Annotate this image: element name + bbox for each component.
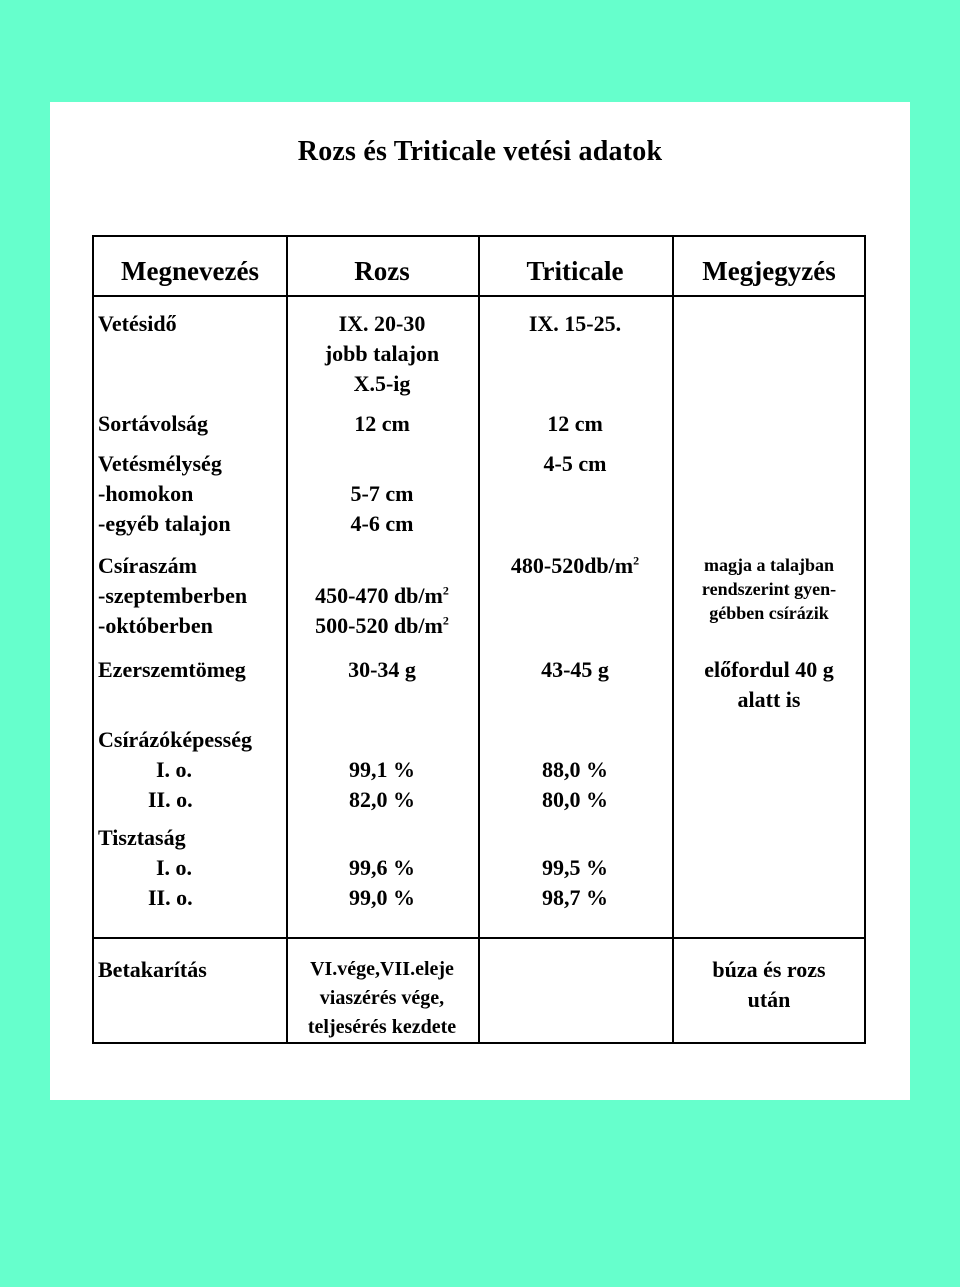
- label-ezerszemtomeg: Ezerszemtömeg: [98, 657, 246, 682]
- rozs-szeptemberben: [286, 581, 478, 611]
- note-csiraszam-1: magja a talajban: [704, 555, 834, 575]
- triticale-csirazo-iio: 80,0 %: [542, 787, 608, 812]
- note-csiraszam-3: gébben csírázik: [709, 603, 829, 623]
- label-tisztasag: Tisztaság: [98, 825, 186, 850]
- unit-exponent: 2: [442, 583, 449, 598]
- rozs-sortavolsag: 12 cm: [354, 411, 410, 436]
- rozs-vetesido-2: jobb talajon: [324, 341, 440, 366]
- label-tisztasag-io: I. o.: [156, 855, 193, 880]
- document-page: [50, 102, 910, 1100]
- note-ezerszem-1: előfordul 40 g: [704, 657, 834, 682]
- triticale-tisztasag-iio: 98,7 %: [542, 885, 608, 910]
- rozs-csirazo-io: 99,1 %: [349, 757, 415, 782]
- triticale-tisztasag-io: 99,5 %: [542, 855, 608, 880]
- rozs-oktoberben-value: 500-520 db/m: [315, 613, 443, 638]
- triticale-csiraszam: [478, 551, 672, 581]
- label-csirazo-iio: II. o.: [148, 787, 193, 812]
- unit-exponent: 2: [442, 613, 449, 628]
- triticale-vetesmelyseg: 4-5 cm: [543, 451, 607, 476]
- note-ezerszem-2: alatt is: [737, 687, 801, 712]
- triticale-vetesido: IX. 15-25.: [528, 311, 622, 336]
- column-divider: [672, 237, 674, 1042]
- triticale-csirazo-io: 88,0 %: [542, 757, 608, 782]
- label-oktoberben: -októberben: [98, 613, 213, 638]
- data-table: [92, 235, 866, 1044]
- column-divider: [478, 237, 480, 1042]
- rozs-csirazo-iio: 82,0 %: [349, 787, 415, 812]
- rozs-tisztasag-iio: 99,0 %: [349, 885, 415, 910]
- header-triticale: Triticale: [526, 256, 624, 286]
- rozs-homokon: 5-7 cm: [350, 481, 414, 506]
- label-egyeb-talajon: -egyéb talajon: [98, 511, 231, 536]
- label-homokon: -homokon: [98, 481, 194, 506]
- rozs-vetesido-3: X.5-ig: [353, 371, 411, 396]
- note-csiraszam-2: rendszerint gyen-: [701, 579, 837, 599]
- label-vetesmelyseg: Vetésmélység: [98, 451, 222, 476]
- label-csirazo-io: I. o.: [156, 757, 193, 782]
- rozs-ezerszemtomeg: 30-34 g: [348, 657, 416, 682]
- label-sortavolsag: Sortávolság: [98, 411, 208, 436]
- triticale-csiraszam-value: 480-520db/m: [510, 553, 634, 578]
- triticale-sortavolsag: 12 cm: [547, 411, 603, 436]
- rozs-vetesido-1: IX. 20-30: [338, 311, 426, 336]
- rozs-betakaritas-1: VI.vége,VII.eleje: [310, 958, 454, 980]
- row-divider: [94, 937, 864, 939]
- header-megjegyzes: Megjegyzés: [702, 256, 836, 286]
- page-title: Rozs és Triticale vetési adatok: [297, 136, 663, 167]
- header-divider: [94, 295, 864, 297]
- rozs-tisztasag-io: 99,6 %: [349, 855, 415, 880]
- label-csirazokepesseg: Csírázóképesség: [98, 727, 252, 752]
- unit-exponent: 2: [633, 553, 640, 568]
- label-vetesido: Vetésidő: [98, 311, 177, 336]
- label-betakaritas: Betakarítás: [98, 957, 207, 982]
- note-betakaritas-1: búza és rozs: [712, 957, 826, 982]
- label-csiraszam: Csíraszám: [98, 553, 197, 578]
- rozs-betakaritas-2: viaszérés vége,: [319, 987, 445, 1009]
- label-szeptemberben: -szeptemberben: [98, 583, 248, 608]
- note-betakaritas-2: után: [747, 987, 791, 1012]
- rozs-szeptemberben-value: 450-470 db/m: [315, 583, 443, 608]
- triticale-ezerszemtomeg: 43-45 g: [541, 657, 609, 682]
- header-megnevezes: Megnevezés: [121, 256, 259, 286]
- rozs-oktoberben: [286, 611, 478, 641]
- header-rozs: Rozs: [354, 256, 410, 286]
- rozs-betakaritas-3: teljesérés kezdete: [307, 1016, 457, 1038]
- label-tisztasag-iio: II. o.: [148, 885, 193, 910]
- rozs-egyeb-talajon: 4-6 cm: [350, 511, 414, 536]
